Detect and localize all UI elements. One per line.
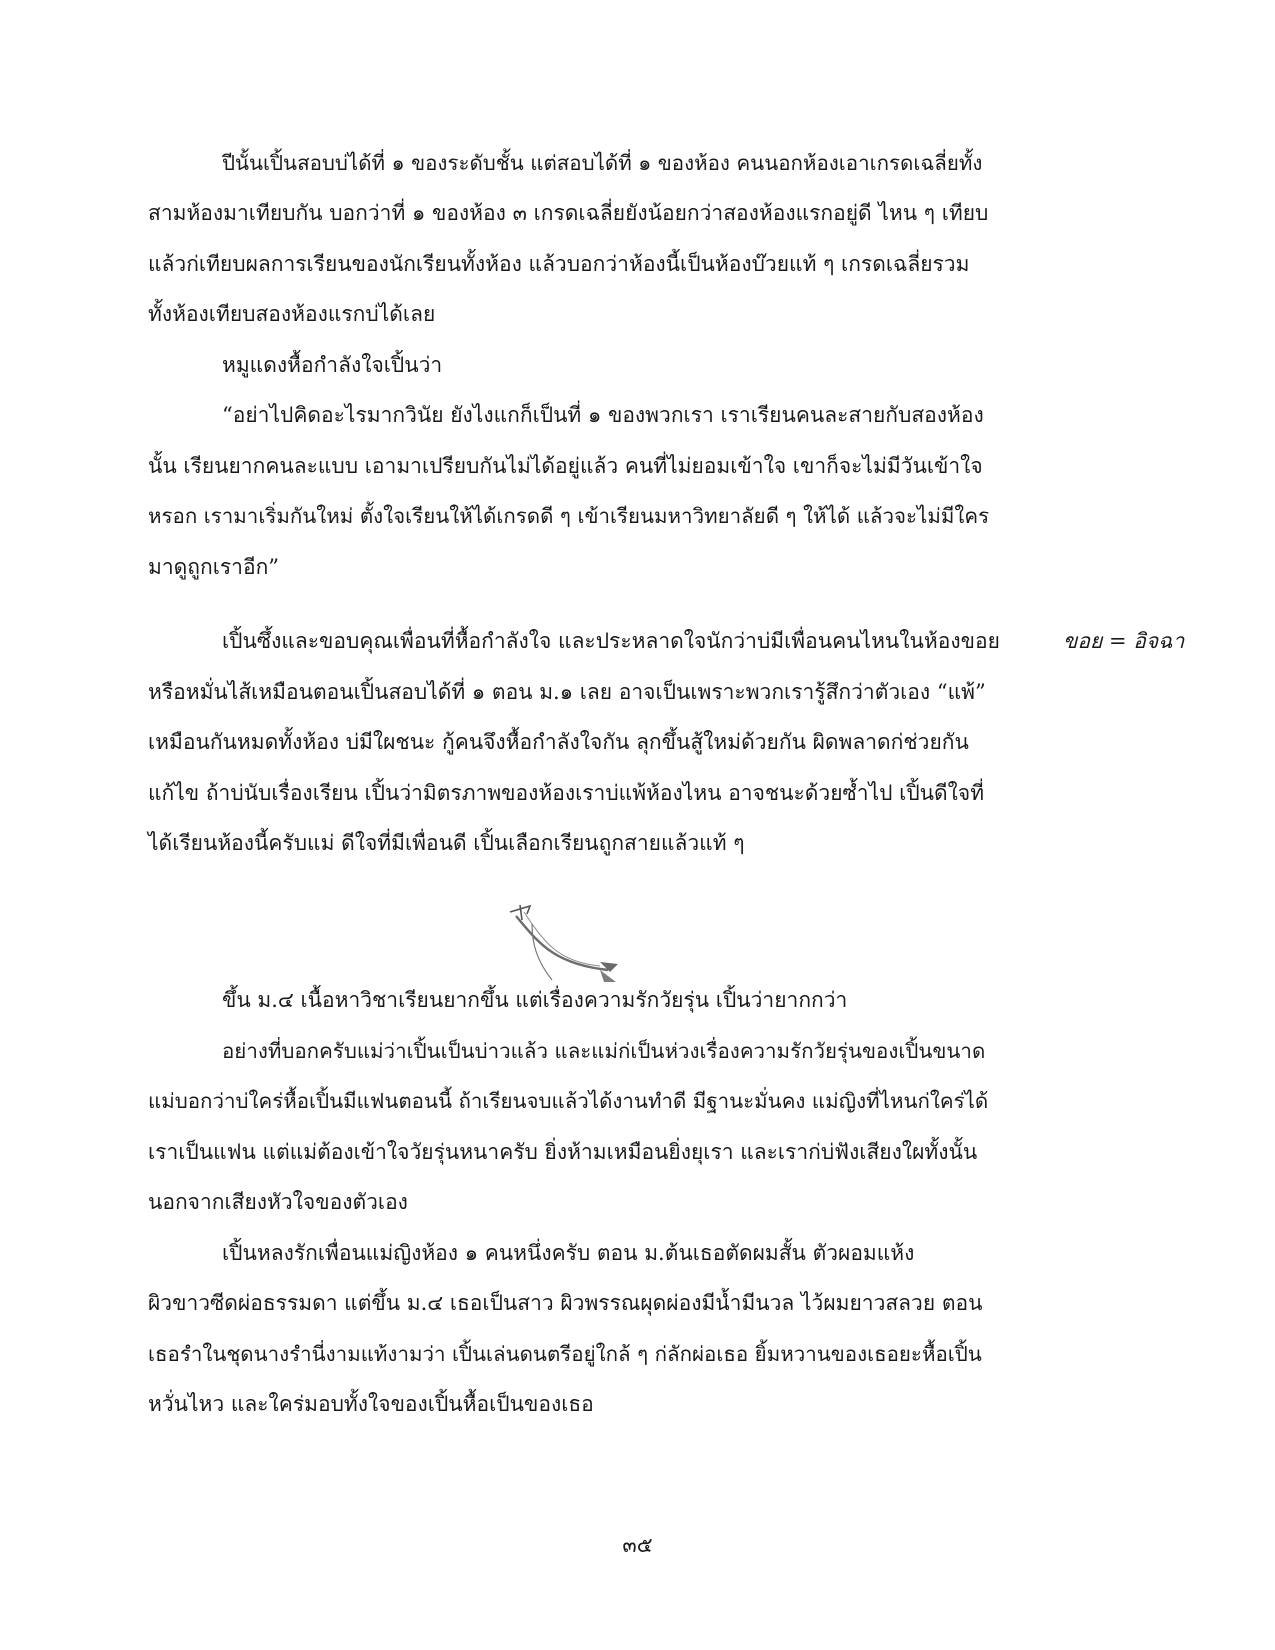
paragraph-4-line-1: เปิ้นซึ้งและขอบคุณเพื่อนที่หื้อกำลังใจ และประหลาดใจนักว่าบ่มีเพื่อนคนไหนในห้องขอย [222, 629, 1000, 653]
paragraph-4-line-4: แก้ไข ถ้าบ่นับเรื่องเรียน เปิ้นว่ามิตรภาพของห้องเราบ่แพ้ห้องไหน อาจชนะด้วยซ้ำไป เปิ้นดีใจที่ [148, 781, 985, 805]
paragraph-1-line-1: ปีนั้นเปิ้นสอบบ่ได้ที่ ๑ ของระดับชั้น แต่สอบได้ที่ ๑ ของห้อง คนนอกห้องเอาเกรดเฉลี่ยทั้ง [222, 151, 983, 175]
paragraph-3-line-4: มาดูถูกเราอีก” [148, 555, 280, 579]
paragraph-4-line-3: เหมือนกันหมดทั้งห้อง บ่มีใผชนะ กู้คนจึงหื้อกำลังใจกัน ลุกขึ้นสู้ใหม่ด้วยกัน ผิดพลาดก่ช่วยกัน [148, 730, 969, 754]
paragraph-7-line-2: ผิวขาวซีดผ่อธรรมดา แต่ขึ้น ม.๔ เธอเป็นสาว ผิวพรรณผุดผ่องมีน้ำมีนวล ไว้ผมยาวสลวย ตอน [148, 1291, 983, 1315]
paragraph-3-line-3: หรอก เรามาเริ่มกันใหม่ ตั้งใจเรียนให้ได้เกรดดี ๆ เข้าเรียนมหาวิทยาลัยดี ๆ ให้ได้ แล้วจะไม่มีใคร [148, 504, 990, 528]
paragraph-6-line-1: อย่างที่บอกครับแม่ว่าเปิ้นเป็นบ่าวแล้ว และแม่ก่เป็นห่วงเรื่องความรักวัยรุ่นของเปิ้นขนาด [222, 1039, 986, 1063]
page-number: ๓๕ [622, 1533, 653, 1557]
paragraph-6-line-4: นอกจากเสียงหัวใจของตัวเอง [148, 1190, 408, 1214]
paragraph-2-line-1: หมูแดงหื้อกำลังใจเปิ้นว่า [222, 353, 443, 377]
paragraph-7-line-4: หวั่นไหว และใคร่มอบทั้งใจของเปิ้นหื้อเป็นของเธอ [148, 1392, 594, 1416]
paragraph-3-line-1: “อย่าไปคิดอะไรมากวินัย ยังไงแกก็เป็นที่ ๑ ของพวกเรา เราเรียนคนละสายกับสองห้อง [222, 403, 984, 427]
paragraph-6-line-3: เราเป็นแฟน แต่แม่ต้องเข้าใจวัยรุ่นหนาครับ ยิ่งห้ามเหมือนยิ่งยุเรา และเราก่บ่ฟังเสียงใผทั้งนั้น [148, 1140, 978, 1164]
paragraph-6-line-2: แม่บอกว่าบ่ใคร่หื้อเปิ้นมีแฟนตอนนี้ ถ้าเรียนจบแล้วได้งานทำดี มีฐานะมั่นคง แม่ญิงที่ไหนก่ใคร่ได้ [148, 1089, 989, 1113]
paragraph-1-line-3: แล้วก่เทียบผลการเรียนของนักเรียนทั้งห้อง แล้วบอกว่าห้องนี้เป็นห้องบ๊วยแท้ ๆ เกรดเฉลี่ยรวม [148, 252, 970, 276]
paragraph-1-line-2: สามห้องมาเทียบกัน บอกว่าที่ ๑ ของห้อง ๓ เกรดเฉลี่ยยังน้อยกว่าสองห้องแรกอยู่ดี ไหน ๆ เทียบ [148, 201, 989, 225]
paragraph-4-line-2: หรือหมั่นไส้เหมือนตอนเปิ้นสอบได้ที่ ๑ ตอน ม.๑ เลย อาจเป็นเพราะพวกเรารู้สึกว่าตัวเอง “แพ้” [148, 680, 986, 704]
side-note: ขอย = อิจฉา [1063, 629, 1185, 653]
paragraph-1-line-4: ทั้งห้องเทียบสองห้องแรกบ่ได้เลย [148, 302, 436, 326]
paragraph-3-line-2: นั้น เรียนยากคนละแบบ เอามาเปรียบกันไม่ได้อยู่แล้ว คนที่ไม่ยอมเข้าใจ เขาก็จะไม่มีวันเข้าใจ [148, 454, 983, 478]
paragraph-7-line-3: เธอรำในชุดนางรำนี่งามแท้งามว่า เปิ้นเล่นดนตรีอยู่ใกล้ ๆ ก่ลักผ่อเธอ ยิ้มหวานของเธอยะหื้อเปิ้น [148, 1342, 982, 1366]
paragraph-5-line-1: ขึ้น ม.๔ เนื้อหาวิชาเรียนยากขึ้น แต่เรื่องความรักวัยรุ่น เปิ้นว่ายากกว่า [222, 988, 848, 1012]
paragraph-7-line-1: เปิ้นหลงรักเพื่อนแม่ญิงห้อง ๑ คนหนึ่งครับ ตอน ม.ต้นเธอตัดผมสั้น ตัวผอมแห้ง [222, 1241, 915, 1265]
paragraph-4-line-5: ได้เรียนห้องนี้ครับแม่ ดีใจที่มีเพื่อนดี เปิ้นเลือกเรียนถูกสายแล้วแท้ ๆ [148, 831, 745, 855]
